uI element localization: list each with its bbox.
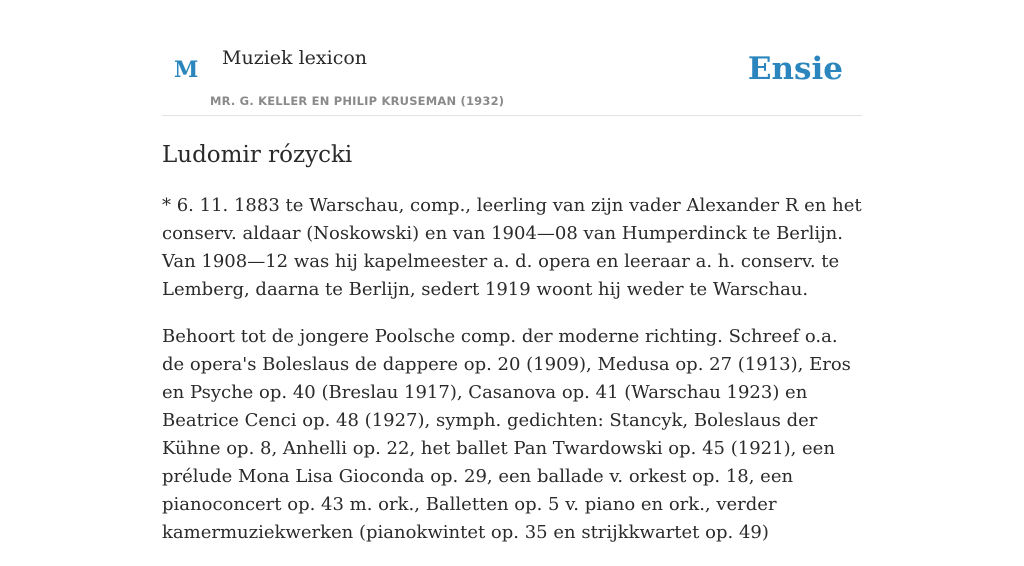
book-letter-icon[interactable]: M [174,57,199,83]
entry-paragraph: * 6. 11. 1883 te Warschau, comp., leerling van zijn vader Alexander R en het conserv. aldaar (Noskowski) en van 1904—08 van Humperdinck te Berlijn. Van 1908—12 was hij kapelmeester a. d. opera en leeraar a. h. conserv. te Lemberg, daarna te Berlijn, sedert 1919 woont hij weder te Warschau. [162,195,862,300]
book-author: MR. G. KELLER EN PHILIP KRUSEMAN (1932) [210,94,505,108]
book-header [162,0,862,116]
entry-content [162,192,862,566]
entry-paragraph: Behoort tot de jongere Poolsche comp. der moderne richting. Schreef o.a. de opera's Boleslaus de dappere op. 20 (1909), Medusa op. 27 (1913), Eros en Psyche op. 40 (Breslau 1917), Casanova op. 41 (Warschau 1923) en Beatrice Cenci op. 48 (1927), symph. gedichten: Stancyk, Boleslaus der Kühne op. 8, Anhelli op. 22, het ballet Pan Twardowski op. 45 (1921), een prélude Mona Lisa Gioconda op. 29, een ballade v. orkest op. 18, een pianoconcert op. 43 m. ork., Balletten op. 5 v. piano en ork., verder kamermuziekwerken (pianokwintet op. 35 en strijkkwartet op. 49) [162,326,851,543]
page [162,0,862,543]
ensie-logo[interactable]: Ensie [747,51,843,87]
entry-title: Ludomir rózycki [162,142,353,168]
book-title-link[interactable]: Muziek lexicon [222,47,368,69]
